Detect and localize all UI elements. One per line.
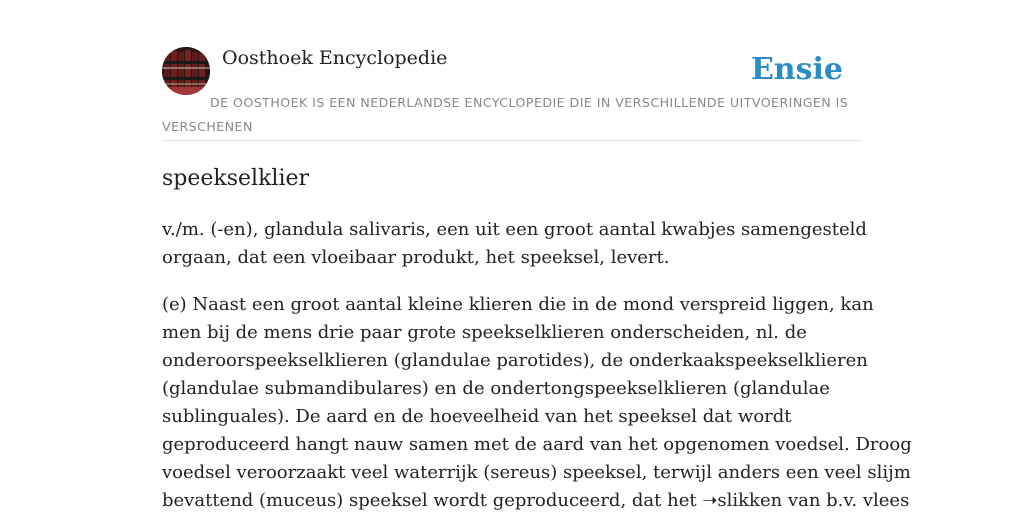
text-line: orgaan, dat een vloeibaar produkt, het speeksel, levert. (162, 247, 670, 268)
ensie-logo-link[interactable]: Ensie (750, 52, 843, 87)
site-tagline: DE OOSTHOEK IS EEN NEDERLANDSE ENCYCLOPEDIE DIE IN VERSCHILLENDE UITVOERINGEN IS VERSCHENEN (162, 95, 849, 134)
text-line: men bij de mens drie paar grote speekselklieren onderscheiden, nl. de (162, 322, 807, 343)
text-line: (e) Naast een groot aantal kleine klieren die in de mond verspreid liggen, kan (162, 294, 874, 315)
text-line: geproduceerd hangt nauw samen met de aard van het opgenomen voedsel. Droog (162, 434, 912, 455)
text-line: v./m. (-en), glandula salivaris, een uit een groot aantal kwabjes samengesteld (162, 219, 867, 240)
text-line: (glandulae submandibulares) en de ondertongspeekselklieren (glandulae (162, 378, 830, 399)
site-header (162, 46, 862, 141)
description-paragraph (162, 291, 912, 512)
books-icon (162, 47, 210, 95)
article-content (162, 216, 912, 512)
article-title: speekselklier (162, 166, 310, 191)
definition-paragraph (162, 216, 867, 272)
text-line: voedsel veroorzaakt veel waterrijk (sereus) speeksel, terwijl anders een veel slijm (162, 462, 911, 483)
encyclopedia-avatar-icon[interactable] (162, 47, 210, 95)
site-name-link[interactable]: Oosthoek Encyclopedie (222, 47, 448, 69)
text-line: sublinguales). De aard en de hoeveelheid van het speeksel dat wordt (162, 406, 792, 427)
text-line: onderoorspeekselklieren (glandulae parotides), de onderkaakspeekselklieren (162, 350, 868, 371)
text-line: bevattend (muceus) speeksel wordt geproduceerd, dat het ➝slikken van b.v. vlees (162, 490, 910, 511)
